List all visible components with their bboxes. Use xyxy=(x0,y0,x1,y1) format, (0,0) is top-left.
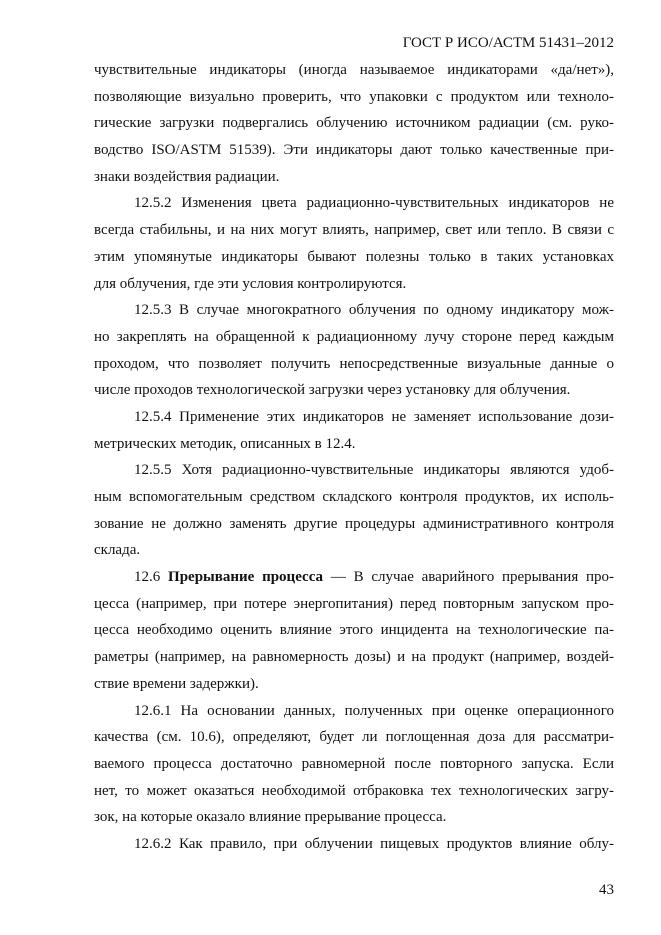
page-number: 43 xyxy=(599,882,614,898)
paragraph-12-5-5-start: 12.5.5 Хотя радиационно-чувствительные индикаторы являются удоб- xyxy=(134,462,614,479)
section-heading: Прерывание процесса xyxy=(168,569,324,586)
text-line: всегда стабильны, и на них могут влиять, например, свет или тепло. В связи с xyxy=(94,222,614,239)
text-line: гические загрузки подвергались облучению источником радиации (см. руко- xyxy=(94,115,614,132)
paragraph-12-5-4-start: 12.5.4 Применение этих индикаторов не заменяет использование дози- xyxy=(134,408,614,425)
text-line: водство ISO/ASTM 51539). Эти индикаторы дают только качественные при- xyxy=(94,142,614,159)
document-body xyxy=(94,57,614,858)
section-number: 12.6 xyxy=(134,569,161,586)
paragraph-12-5-2-start: 12.5.2 Изменения цвета радиационно-чувствительных индикаторов не xyxy=(134,195,614,212)
text-line: позволяющие визуально проверить, что упаковки с продуктом или техноло- xyxy=(94,88,614,105)
text-line: но закреплять на обращенной к радиационному лучу стороне перед каждым xyxy=(94,328,614,345)
text-line: раметры (например, на равномерность дозы) и на продукт (например, воздей- xyxy=(94,649,614,666)
text-line: цесса необходимо оценить влияние этого инцидента на технологические па- xyxy=(94,622,614,639)
text-line: ствие времени задержки). xyxy=(94,675,259,692)
text-line: — В случае аварийного прерывания про- xyxy=(330,569,615,586)
text-line: качества (см. 10.6), определяют, будет ли поглощенная доза для рассматри- xyxy=(94,729,614,746)
paragraph-12-6-1-start: 12.6.1 На основании данных, полученных при оценке операционного xyxy=(134,702,614,719)
text-line: ваемого процесса достаточно равномерной после повторного запуска. Если xyxy=(94,755,614,772)
text-line: чувствительные индикаторы (иногда называемое индикаторами «да/нет»), xyxy=(94,62,614,78)
text-line: ным вспомогательным средством складского контроля продуктов, их исполь- xyxy=(94,489,614,505)
text-line: зок, на которые оказало влияние прерывание процесса. xyxy=(94,809,447,826)
text-line: цесса (например, при потере энергопитания) перед повторным запуском про- xyxy=(94,595,614,612)
paragraph-12-6-start xyxy=(94,564,614,591)
text-line: для облучения, где эти условия контролируются. xyxy=(94,275,407,292)
paragraph-12-6-2-start: 12.6.2 Как правило, при облучении пищевых продуктов влияние облу- xyxy=(134,835,614,852)
document-header: ГОСТ Р ИСО/АСТМ 51431–2012 xyxy=(402,35,614,51)
text-line: нет, то может оказаться необходимой отбраковка тех технологических загру- xyxy=(94,782,614,799)
text-line: метрических методик, описанных в 12.4. xyxy=(94,435,356,452)
paragraph-12-5-3-start: 12.5.3 В случае многократного облучения по одному индикатору мож- xyxy=(134,302,614,319)
text-line: этим упомянутые индикаторы бывают полезны только в таких установках xyxy=(94,248,614,265)
text-line: числе проходов технологической загрузки через установку для облучения. xyxy=(94,382,571,399)
text-line: знаки воздействия радиации. xyxy=(94,168,280,185)
text-line: склада. xyxy=(94,542,141,559)
text-line: проходом, что позволяет получить непосредственные визуальные данные о xyxy=(94,355,614,372)
text-line: зование не должно заменять другие процедуры административного контроля xyxy=(94,515,614,532)
